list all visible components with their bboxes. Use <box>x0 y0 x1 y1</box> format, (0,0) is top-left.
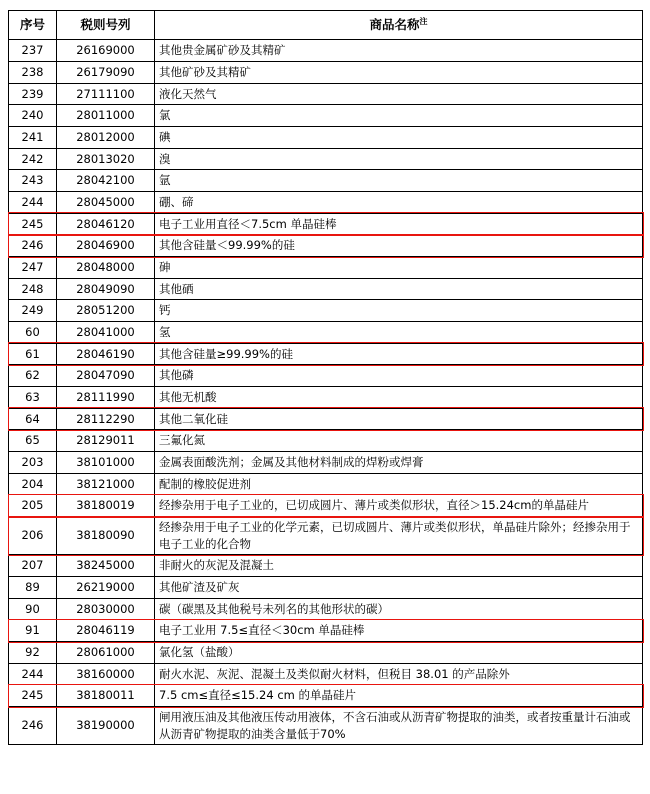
cell-serial: 245 <box>9 213 57 235</box>
cell-product-name: 经掺杂用于电子工业的化学元素，已切成圆片、薄片或类似形状，单晶硅片除外；经掺杂用于电子工业的化合物 <box>155 517 643 555</box>
cell-serial: 64 <box>9 408 57 430</box>
table-row <box>9 598 643 620</box>
cell-serial: 60 <box>9 322 57 344</box>
cell-tariff-code: 28046120 <box>57 213 155 235</box>
cell-serial: 242 <box>9 148 57 170</box>
cell-product-name: 其他含硅量≥99.99%的硅 <box>155 343 643 365</box>
cell-serial: 65 <box>9 430 57 452</box>
table-row <box>9 685 643 707</box>
cell-product-name: 氯 <box>155 105 643 127</box>
cell-serial: 61 <box>9 343 57 365</box>
table-row <box>9 191 643 213</box>
cell-product-name: 氯化氢（盐酸） <box>155 642 643 664</box>
cell-product-name: 7.5 cm≤直径≤15.24 cm 的单晶硅片 <box>155 685 643 707</box>
cell-product-name: 其他含硅量＜99.99%的硅 <box>155 235 643 257</box>
cell-serial: 238 <box>9 61 57 83</box>
table-row <box>9 170 643 192</box>
cell-serial: 203 <box>9 452 57 474</box>
cell-tariff-code: 28049090 <box>57 278 155 300</box>
table-row <box>9 83 643 105</box>
cell-serial: 246 <box>9 707 57 745</box>
cell-tariff-code: 26169000 <box>57 40 155 62</box>
cell-tariff-code: 28047090 <box>57 365 155 387</box>
cell-product-name: 电子工业用直径＜7.5cm 单晶硅棒 <box>155 213 643 235</box>
cell-tariff-code: 28046900 <box>57 235 155 257</box>
cell-product-name: 硼、碲 <box>155 191 643 213</box>
cell-serial: 244 <box>9 191 57 213</box>
table-row <box>9 40 643 62</box>
cell-product-name: 其他矿渣及矿灰 <box>155 577 643 599</box>
cell-serial: 249 <box>9 300 57 322</box>
cell-tariff-code: 28046119 <box>57 620 155 642</box>
cell-product-name: 其他磷 <box>155 365 643 387</box>
table-header <box>9 11 643 40</box>
table-row <box>9 642 643 664</box>
table-row <box>9 148 643 170</box>
cell-serial: 237 <box>9 40 57 62</box>
cell-tariff-code: 28013020 <box>57 148 155 170</box>
cell-product-name: 非耐火的灰泥及混凝土 <box>155 555 643 577</box>
cell-serial: 244 <box>9 663 57 685</box>
cell-tariff-code: 28112290 <box>57 408 155 430</box>
cell-tariff-code: 28046190 <box>57 343 155 365</box>
table-row <box>9 213 643 235</box>
table-row <box>9 278 643 300</box>
table-row <box>9 555 643 577</box>
table-row <box>9 235 643 257</box>
cell-tariff-code: 26219000 <box>57 577 155 599</box>
cell-product-name: 碳（碳黑及其他税号未列名的其他形状的碳） <box>155 598 643 620</box>
cell-serial: 239 <box>9 83 57 105</box>
cell-tariff-code: 28045000 <box>57 191 155 213</box>
cell-tariff-code: 28030000 <box>57 598 155 620</box>
cell-serial: 245 <box>9 685 57 707</box>
cell-tariff-code: 38160000 <box>57 663 155 685</box>
cell-product-name: 金属表面酸洗剂；金属及其他材料制成的焊粉或焊膏 <box>155 452 643 474</box>
table-row <box>9 577 643 599</box>
cell-product-name: 氩 <box>155 170 643 192</box>
cell-product-name: 电子工业用 7.5≤直径＜30cm 单晶硅棒 <box>155 620 643 642</box>
cell-product-name: 钙 <box>155 300 643 322</box>
table-row <box>9 663 643 685</box>
cell-serial: 92 <box>9 642 57 664</box>
column-header-note-marker: 注 <box>419 17 428 26</box>
cell-tariff-code: 38180090 <box>57 517 155 555</box>
cell-serial: 207 <box>9 555 57 577</box>
cell-tariff-code: 26179090 <box>57 61 155 83</box>
cell-tariff-code: 28012000 <box>57 126 155 148</box>
cell-tariff-code: 38180019 <box>57 495 155 517</box>
table-row <box>9 430 643 452</box>
cell-tariff-code: 28061000 <box>57 642 155 664</box>
cell-serial: 241 <box>9 126 57 148</box>
table-row <box>9 473 643 495</box>
cell-serial: 89 <box>9 577 57 599</box>
cell-serial: 91 <box>9 620 57 642</box>
cell-product-name: 其他二氧化硅 <box>155 408 643 430</box>
cell-serial: 204 <box>9 473 57 495</box>
cell-serial: 205 <box>9 495 57 517</box>
column-header-serial: 序号 <box>9 11 57 40</box>
cell-tariff-code: 38180011 <box>57 685 155 707</box>
cell-product-name: 耐火水泥、灰泥、混凝土及类似耐火材料，但税目 38.01 的产品除外 <box>155 663 643 685</box>
table-row <box>9 257 643 279</box>
cell-serial: 248 <box>9 278 57 300</box>
cell-serial: 62 <box>9 365 57 387</box>
cell-tariff-code: 28111990 <box>57 387 155 409</box>
table-row <box>9 517 643 555</box>
table-body <box>9 40 643 745</box>
tariff-table <box>8 10 643 745</box>
cell-tariff-code: 28048000 <box>57 257 155 279</box>
table-header-row <box>9 11 643 40</box>
cell-serial: 243 <box>9 170 57 192</box>
cell-product-name: 溴 <box>155 148 643 170</box>
cell-tariff-code: 38245000 <box>57 555 155 577</box>
cell-product-name: 其他贵金属矿砂及其精矿 <box>155 40 643 62</box>
cell-tariff-code: 38121000 <box>57 473 155 495</box>
cell-serial: 90 <box>9 598 57 620</box>
table-row <box>9 343 643 365</box>
table-row <box>9 387 643 409</box>
table-row <box>9 105 643 127</box>
table-row <box>9 126 643 148</box>
table-row <box>9 495 643 517</box>
cell-tariff-code: 28051200 <box>57 300 155 322</box>
table-row <box>9 365 643 387</box>
cell-product-name: 其他矿砂及其精矿 <box>155 61 643 83</box>
column-header-tariff-code: 税则号列 <box>57 11 155 40</box>
cell-serial: 63 <box>9 387 57 409</box>
cell-product-name: 配制的橡胶促进剂 <box>155 473 643 495</box>
cell-serial: 240 <box>9 105 57 127</box>
cell-serial: 246 <box>9 235 57 257</box>
cell-tariff-code: 28042100 <box>57 170 155 192</box>
cell-tariff-code: 27111100 <box>57 83 155 105</box>
table-row <box>9 300 643 322</box>
cell-product-name: 氢 <box>155 322 643 344</box>
cell-tariff-code: 28011000 <box>57 105 155 127</box>
cell-product-name: 经掺杂用于电子工业的，已切成圆片、薄片或类似形状，直径＞15.24cm的单晶硅片 <box>155 495 643 517</box>
cell-serial: 247 <box>9 257 57 279</box>
cell-product-name: 液化天然气 <box>155 83 643 105</box>
cell-serial: 206 <box>9 517 57 555</box>
table-row <box>9 707 643 745</box>
cell-product-name: 砷 <box>155 257 643 279</box>
table-row <box>9 61 643 83</box>
table-row <box>9 452 643 474</box>
cell-tariff-code: 38190000 <box>57 707 155 745</box>
cell-tariff-code: 28129011 <box>57 430 155 452</box>
cell-tariff-code: 38101000 <box>57 452 155 474</box>
cell-product-name: 闸用液压油及其他液压传动用液体，不含石油或从沥青矿物提取的油类，或者按重量计石油或从沥青矿物提取的油类含量低于70% <box>155 707 643 745</box>
cell-product-name: 三氟化氮 <box>155 430 643 452</box>
column-header-product-name-text: 商品名称 <box>369 17 420 33</box>
cell-product-name: 其他无机酸 <box>155 387 643 409</box>
table-row <box>9 408 643 430</box>
table-row <box>9 620 643 642</box>
cell-product-name: 其他硒 <box>155 278 643 300</box>
cell-product-name: 碘 <box>155 126 643 148</box>
table-row <box>9 322 643 344</box>
cell-tariff-code: 28041000 <box>57 322 155 344</box>
column-header-product-name <box>155 11 643 40</box>
